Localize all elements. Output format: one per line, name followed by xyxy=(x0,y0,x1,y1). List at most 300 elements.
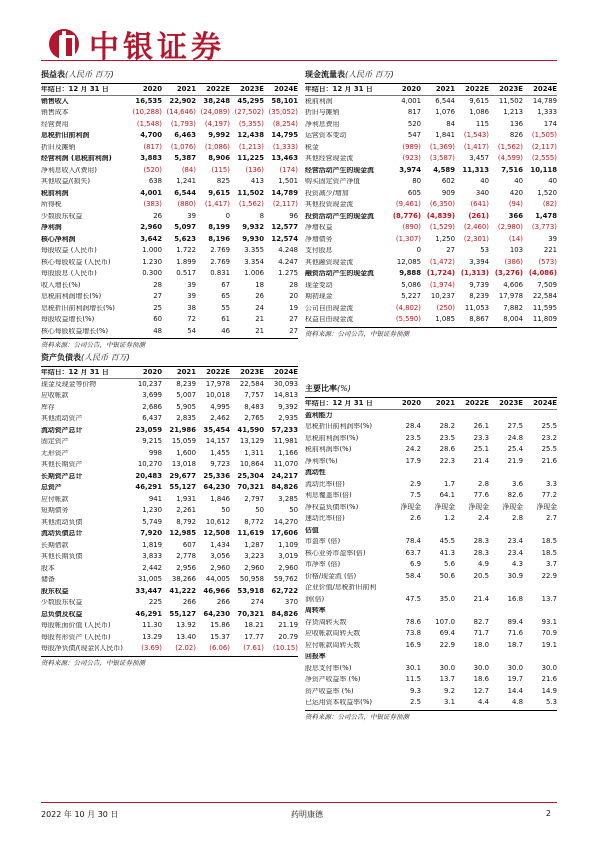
table-cell: (2,301) xyxy=(463,234,489,243)
table-cell: 825 xyxy=(216,177,230,186)
table-cell: (2.02) xyxy=(175,644,196,653)
table-cell: 89.4 xyxy=(507,617,523,626)
table-cell: 9,992 xyxy=(208,131,230,140)
table-row xyxy=(41,96,298,108)
table-cell: 46,291 xyxy=(135,483,162,492)
table-row xyxy=(305,559,557,571)
table-row xyxy=(41,436,298,448)
column-header: 2021 xyxy=(176,84,196,93)
row-label: 每股净负债/(现金)(人民币) xyxy=(41,645,123,653)
table-cell: 27 xyxy=(153,292,162,301)
table-cell: 1.275 xyxy=(278,269,298,278)
table-cell: (1,086) xyxy=(204,142,230,151)
table-cell: 14,795 xyxy=(271,131,298,140)
table-row xyxy=(41,280,298,292)
row-label: 税前利润率(%) xyxy=(305,446,352,454)
table-row xyxy=(305,165,557,177)
table-cell: 1,819 xyxy=(142,540,162,549)
table-cell: 22.3 xyxy=(439,456,455,465)
table-cell: 11,809 xyxy=(532,315,557,324)
row-label: 流动负债总计 xyxy=(41,530,83,538)
table-cell: 23,059 xyxy=(135,425,162,434)
table-cell: 1,241 xyxy=(176,177,196,186)
table-cell: 8,239 xyxy=(469,292,489,301)
table-cell: 21.4 xyxy=(473,594,489,603)
table-cell: (1,333) xyxy=(272,142,298,151)
table-cell: 5,007 xyxy=(176,391,196,400)
table-cell: 96 xyxy=(289,211,298,220)
table-cell: 547 xyxy=(407,131,421,140)
table-cell: 11.30 xyxy=(142,621,162,630)
table-cell: 2,960 xyxy=(244,563,264,572)
table-cell: 22.9 xyxy=(439,640,455,649)
table-cell: 38,266 xyxy=(171,575,196,584)
table-cell: 9,215 xyxy=(142,437,162,446)
table-cell: (2,980) xyxy=(497,223,523,232)
table-row xyxy=(305,303,557,315)
table-cell: 21.4 xyxy=(473,456,489,465)
table-cell: 27.5 xyxy=(507,422,523,431)
table-cell: 19.1 xyxy=(541,640,557,649)
table-cell: 18 xyxy=(255,280,264,289)
row-label: 固定资产 xyxy=(41,438,69,446)
row-label: 核心净利润 xyxy=(41,235,76,243)
table-cell: 1,841 xyxy=(435,131,455,140)
table-row xyxy=(305,651,557,663)
row-label: 流动比率(倍) xyxy=(305,480,345,488)
row-label: 现金及现金等价物 xyxy=(41,380,97,388)
table-cell: 30.0 xyxy=(507,663,523,672)
table-cell: 9,615 xyxy=(469,96,489,105)
row-label: 折旧与摊销 xyxy=(305,109,340,117)
table-cell: 340 xyxy=(475,188,489,197)
table-row xyxy=(305,513,557,525)
column-header: 2024E xyxy=(274,367,298,376)
table-row xyxy=(41,505,298,517)
table-cell: 4.248 xyxy=(278,246,298,255)
table-cell: (383) xyxy=(143,200,162,209)
table-cell: 30,093 xyxy=(273,379,298,388)
table-cell: 817 xyxy=(407,108,421,117)
table-cell: 11.5 xyxy=(405,675,421,684)
table-cell: 14,813 xyxy=(273,391,298,400)
table-cell: 4.3 xyxy=(512,560,523,569)
row-label: 总负债及权益 xyxy=(41,610,83,618)
table-cell: 77.6 xyxy=(473,491,489,500)
table-cell: 366 xyxy=(508,211,523,220)
column-header: 2022E xyxy=(465,398,489,407)
table-cell: (10,288) xyxy=(132,108,162,117)
row-label: 净权益负债率(%) xyxy=(305,503,359,511)
table-cell: 0.300 xyxy=(142,269,162,278)
table-cell: (520) xyxy=(143,165,162,174)
table-cell: (386) xyxy=(504,257,523,266)
row-label: 经营费用 xyxy=(41,120,69,128)
table-row xyxy=(41,551,298,563)
table-cell: 2,797 xyxy=(244,494,264,503)
table-cell: 2,765 xyxy=(244,414,264,423)
table-cell: 13,018 xyxy=(171,460,196,469)
table-row xyxy=(41,176,298,188)
table-cell: 12,985 xyxy=(169,529,196,538)
table-cell: 18.5 xyxy=(541,548,557,557)
table-cell: (1,417) xyxy=(463,142,489,151)
table-cell: 13,463 xyxy=(271,154,298,163)
table-cell: 266 xyxy=(182,598,196,607)
row-label: 速动比率(倍) xyxy=(305,515,345,523)
table-cell: 50 xyxy=(221,506,230,515)
table-cell: 17.9 xyxy=(405,456,421,465)
table-cell: 941 xyxy=(148,494,162,503)
header-rule xyxy=(41,60,557,61)
table-cell: 24.8 xyxy=(507,433,523,442)
table-cell: 3,394 xyxy=(469,257,489,266)
page-number: 2 xyxy=(545,809,551,818)
table-cell: (261) xyxy=(468,211,489,220)
table-cell: 11,595 xyxy=(532,303,557,312)
table-cell: 2,935 xyxy=(278,414,298,423)
table-cell: 3.3 xyxy=(546,479,557,488)
table-cell: (1,307) xyxy=(395,234,421,243)
row-label: 其他收益/(损失) xyxy=(41,178,91,186)
table-cell: (3.69) xyxy=(141,644,162,653)
table-source-note: 资料来源：公司公告，中银证券预测 xyxy=(41,338,298,349)
table-cell: 21 xyxy=(255,326,264,335)
table-row xyxy=(305,119,557,131)
table-row xyxy=(305,617,557,629)
table-cell: 2,686 xyxy=(142,402,162,411)
table-cell: 11,502 xyxy=(237,188,264,197)
table-cell: 2.8 xyxy=(478,479,489,488)
table-row xyxy=(41,459,298,471)
table-cell: 1,076 xyxy=(435,108,455,117)
table-row xyxy=(41,563,298,575)
table-cell: 13.7 xyxy=(439,675,455,684)
table-cell: 46 xyxy=(221,326,230,335)
table-cell: 72 xyxy=(187,315,196,324)
table-cell: (3,587) xyxy=(429,154,455,163)
table-cell: 78.6 xyxy=(405,617,421,626)
table-cell: 23.4 xyxy=(507,537,523,546)
row-label: 其他经营现金流 xyxy=(305,155,354,163)
table-cell: 136 xyxy=(509,119,523,128)
table-cell: 607 xyxy=(182,540,196,549)
row-label: 其他投资现金流 xyxy=(305,201,354,209)
table-cell: 70,321 xyxy=(237,609,264,618)
table-cell: 3.354 xyxy=(244,257,264,266)
table-row xyxy=(305,467,557,479)
row-label: 资产收益率 (%) xyxy=(305,687,354,695)
table-cell: (6,350) xyxy=(429,200,455,209)
table-cell: 4,995 xyxy=(210,402,230,411)
table-cell: 2.769 xyxy=(210,246,230,255)
table-cell: (250) xyxy=(436,303,455,312)
table-cell: 20.5 xyxy=(473,571,489,580)
table-cell: 2.8 xyxy=(512,514,523,523)
table-cell: (890) xyxy=(402,223,421,232)
table-cell: 13.40 xyxy=(176,632,196,641)
table-cell: 39 xyxy=(548,234,557,243)
table-cell: 16.8 xyxy=(507,594,523,603)
table-cell: 63.7 xyxy=(405,548,421,557)
table-cell: 11,225 xyxy=(237,154,264,163)
column-header: 2020 xyxy=(142,84,162,93)
table-cell: 1,109 xyxy=(278,540,298,549)
table-row xyxy=(41,257,298,269)
table-row xyxy=(41,211,298,223)
row-label: 利息覆盖率(倍) xyxy=(305,492,352,500)
table-cell: 10,118 xyxy=(530,165,557,174)
table-cell: (35,052) xyxy=(268,108,298,117)
column-header: 2023E xyxy=(499,398,523,407)
row-label: 期初现金 xyxy=(305,293,333,301)
table-row xyxy=(41,540,298,552)
table-cell: 2,462 xyxy=(210,414,230,423)
table-cell: 28.3 xyxy=(473,548,489,557)
table-header-row xyxy=(305,84,557,96)
table-cell: 61 xyxy=(221,315,230,324)
table-row xyxy=(41,245,298,257)
table-cell: 45.5 xyxy=(439,537,455,546)
table-row xyxy=(305,433,557,445)
table-cell: 9,739 xyxy=(469,280,489,289)
table-cell: 35.0 xyxy=(439,594,455,603)
table-cell: 55,127 xyxy=(169,483,196,492)
table-cell: 12,438 xyxy=(237,131,264,140)
table-cell: 0.831 xyxy=(210,269,230,278)
footer-company: 药明康德 xyxy=(291,810,323,819)
table-cell: 3,974 xyxy=(399,165,421,174)
table-cell: 38 xyxy=(187,303,196,312)
table-cell: 18.6 xyxy=(473,675,489,684)
table-cell: 41,222 xyxy=(169,586,196,595)
row-label: 企业价值/息税折旧前利 xyxy=(305,584,377,592)
table-row xyxy=(41,494,298,506)
table-cell: 1.899 xyxy=(176,257,196,266)
table-cell: 46,291 xyxy=(135,609,162,618)
table-cell: (817) xyxy=(143,142,162,151)
table-cell: (6.06) xyxy=(209,644,230,653)
column-header: 2023E xyxy=(240,367,264,376)
table-title: 损益表(人民币 百万) xyxy=(41,71,298,84)
table-cell: 9,930 xyxy=(242,234,264,243)
table-cell: (1,974) xyxy=(429,280,455,289)
table-cell: 10,270 xyxy=(137,460,162,469)
table-cell: 3,833 xyxy=(142,552,162,561)
table-cell: 64,230 xyxy=(203,483,230,492)
row-label: 息税折旧前利润增长(%) xyxy=(41,304,115,312)
row-label: 税前利润 xyxy=(305,97,333,105)
table-cell: 11,313 xyxy=(462,165,489,174)
row-label: 每股收益增长(%) xyxy=(41,316,95,324)
table-cell: 71.6 xyxy=(507,629,523,638)
table-row xyxy=(41,142,298,154)
column-header: 2020 xyxy=(401,84,421,93)
table-cell: (5,355) xyxy=(238,119,264,128)
table-row xyxy=(41,643,298,655)
table-cell: 27 xyxy=(446,246,455,255)
table-cell: 50 xyxy=(289,506,298,515)
row-label: 收入增长(%) xyxy=(41,281,81,289)
table-cell: (24,089) xyxy=(200,108,230,117)
row-label: 流动性 xyxy=(305,469,326,477)
table-cell: 6,463 xyxy=(174,131,196,140)
table-cell: 1,250 xyxy=(435,234,455,243)
table-row xyxy=(41,448,298,460)
table-title: 主要比率(%) xyxy=(305,385,557,398)
table-cell: 12,577 xyxy=(271,223,298,232)
table-cell: 2.769 xyxy=(210,257,230,266)
table-cell: 60 xyxy=(153,315,162,324)
table-cell: 25.5 xyxy=(541,445,557,454)
table-cell: 26 xyxy=(153,211,162,220)
table-cell: 22,902 xyxy=(169,96,196,105)
column-header: 2023E xyxy=(499,84,523,93)
table-cell: 7,509 xyxy=(537,280,557,289)
table-cell: 107.0 xyxy=(435,617,455,626)
table-cell: (84) xyxy=(181,165,196,174)
table-row xyxy=(305,605,557,617)
table-cell: 21.6 xyxy=(541,456,557,465)
table-cell: 10,864 xyxy=(239,460,264,469)
table-cell: 33,447 xyxy=(135,586,162,595)
table-cell: 25,336 xyxy=(203,471,230,480)
table-cell: 53,918 xyxy=(237,586,264,595)
table-cell: 638 xyxy=(148,177,162,186)
table-source-note: 资料来源：公司公告，中银证券预测 xyxy=(305,710,557,721)
column-header: 2022E xyxy=(206,367,230,376)
table-cell: 93.1 xyxy=(541,617,557,626)
table-cell: (989) xyxy=(402,142,421,151)
row-label: 盈利能力 xyxy=(305,411,333,419)
row-label: 折旧及摊销 xyxy=(41,143,76,151)
table-cell: 266 xyxy=(216,598,230,607)
table-cell: 48 xyxy=(153,326,162,335)
table-cell: (4,599) xyxy=(497,154,523,163)
table-cell: 28.4 xyxy=(405,422,421,431)
row-label: 市净率 (倍) xyxy=(305,561,341,569)
table-row xyxy=(305,291,557,303)
table-cell: 4.9 xyxy=(478,560,489,569)
table-cell: (82) xyxy=(542,200,557,209)
row-label: 息税前利润增长(%) xyxy=(41,293,102,301)
table-cell: 80 xyxy=(412,177,421,186)
row-label: 股息支付率(%) xyxy=(305,664,352,672)
row-label: 长期资产总计 xyxy=(41,472,83,480)
table-cell: 20.79 xyxy=(278,632,298,641)
table-row xyxy=(305,222,557,234)
table-header-row xyxy=(41,84,298,96)
table-cell: 5,097 xyxy=(174,223,196,232)
table-cell: 12,508 xyxy=(203,529,230,538)
table-cell: (1,472) xyxy=(429,257,455,266)
table-row xyxy=(305,280,557,292)
table-cell: (2,555) xyxy=(531,154,557,163)
table-cell: 3.7 xyxy=(546,560,557,569)
table-cell: 1,230 xyxy=(142,506,162,515)
row-label: 息税前利润率(%) xyxy=(305,434,359,442)
row-label: 应收帐款周转天数 xyxy=(305,630,361,638)
table-cell: 30.0 xyxy=(439,663,455,672)
table-row xyxy=(41,326,298,338)
table-cell: 1,455 xyxy=(210,448,230,457)
table-row xyxy=(305,199,557,211)
row-label: 少数股东权益 xyxy=(41,212,83,220)
table-row xyxy=(305,525,557,537)
table-row xyxy=(41,574,298,586)
table-cell: 27 xyxy=(289,315,298,324)
table-cell: 14,270 xyxy=(273,517,298,526)
table-cell: 21.9 xyxy=(507,456,523,465)
table-cell: 50 xyxy=(255,506,264,515)
table-cell: 58.4 xyxy=(405,571,421,580)
row-label: 现金变动 xyxy=(305,281,333,289)
table-cell: 9.3 xyxy=(410,686,421,695)
row-label: 净利润 xyxy=(41,224,62,232)
table-row xyxy=(305,188,557,200)
table-cell: 4,001 xyxy=(140,188,162,197)
row-label: 短期债务 xyxy=(41,507,69,515)
table-cell: (14,646) xyxy=(166,108,196,117)
table-cell: 70,321 xyxy=(237,483,264,492)
table-cell: (3,276) xyxy=(494,269,523,278)
column-header: 年结日：12 月 31 日 xyxy=(41,368,109,376)
table-cell: (1,548) xyxy=(136,119,162,128)
table-cell: 605 xyxy=(407,188,421,197)
row-label: 每股帐面价值 (人民币) xyxy=(41,622,111,630)
table-cell: 23.5 xyxy=(439,433,455,442)
table-cell: 18.21 xyxy=(244,621,264,630)
table-cell: 25.4 xyxy=(507,445,523,454)
table-cell: 3,285 xyxy=(278,494,298,503)
table-row xyxy=(41,482,298,494)
table-cell: 2,960 xyxy=(140,223,162,232)
table-cell: 4,700 xyxy=(140,131,162,140)
table-cell: (641) xyxy=(470,200,489,209)
table-row xyxy=(305,176,557,188)
table-cell: 174 xyxy=(543,119,557,128)
table-row xyxy=(305,594,557,606)
table-cell: 28.3 xyxy=(473,537,489,546)
table-cell: (880) xyxy=(177,200,196,209)
table-cell: (7.61) xyxy=(243,644,264,653)
row-label: 投资活动产生的现金流 xyxy=(305,212,374,220)
row-label: 存货周转天数 xyxy=(305,618,347,626)
table-row xyxy=(41,291,298,303)
table-cell: 39 xyxy=(187,211,196,220)
row-label: 其他流动资产 xyxy=(41,415,83,423)
table-cell: 10,237 xyxy=(137,379,162,388)
column-header: 2020 xyxy=(142,367,162,376)
row-label: 股东权益 xyxy=(41,587,69,595)
table-cell: 4.4 xyxy=(478,698,489,707)
page-footer xyxy=(41,802,557,819)
table-cell: 17,606 xyxy=(271,529,298,538)
row-label: 税金 xyxy=(305,143,319,151)
row-label: 核心业务市盈率(倍) xyxy=(305,549,366,557)
table-cell: 5,623 xyxy=(174,234,196,243)
table-cell: 1,166 xyxy=(278,448,298,457)
column-header: 2021 xyxy=(435,398,455,407)
column-header: 2022E xyxy=(206,84,230,93)
table-cell: 11,981 xyxy=(273,437,298,446)
table-cell: 25 xyxy=(153,303,162,312)
column-header: 2022E xyxy=(465,84,489,93)
table-cell: 5,227 xyxy=(401,292,421,301)
table-cell: 73.8 xyxy=(405,629,421,638)
table-cell: 1.722 xyxy=(176,246,196,255)
table-row xyxy=(305,536,557,548)
